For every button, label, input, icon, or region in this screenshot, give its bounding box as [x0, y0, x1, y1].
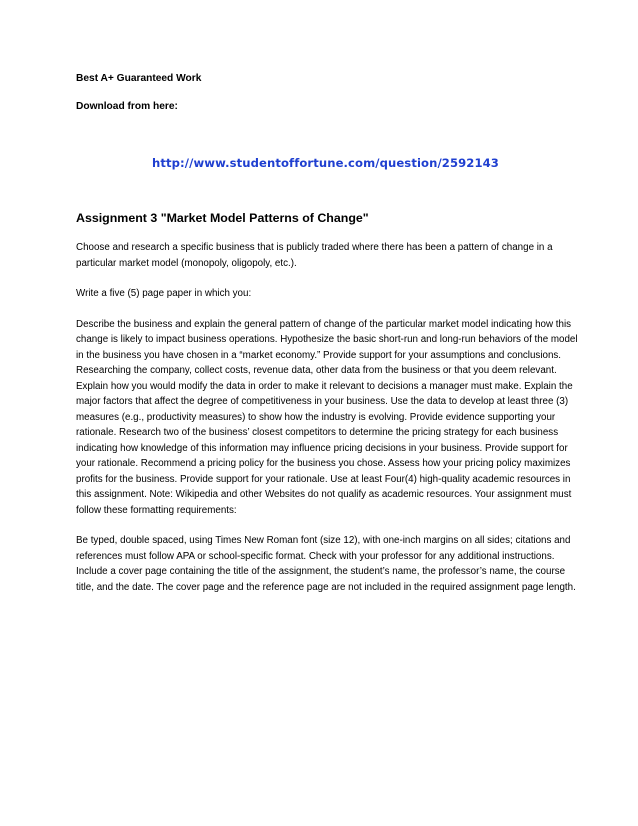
intro-paragraph: Choose and research a specific business that is publicly traded where there has been a pattern of change in a particular market model (monopoly, oligopoly, etc.). [76, 242, 553, 269]
link-container [76, 154, 584, 172]
instruction-paragraph: Write a five (5) page paper in which you: [76, 288, 252, 299]
download-label: Download from here: [76, 101, 178, 112]
download-link[interactable]: http://www.studentoffortune.com/question/2592143 [152, 156, 499, 170]
requirements-paragraph: Describe the business and explain the general pattern of change of the particular market model indicating how this change is likely to impact business operations. Hypothesize the basic short-run and long-run behaviors of the model in the business you have chosen in a “market economy.” Provide support for your assumptions and conclusions. Researching the company, collect costs, revenue data, other data from the business or that you deem relevant. Explain how you would modify the data in order to make it relevant to decisions a manager must make. Explain the major factors that affect the degree of competitiveness in your business. Use the data to develop at least three (3) measures (e.g., productivity measures) to show how the industry is evolving. Provide evidence supporting your rationale. Research two of the business’ closest competitors to determine the pricing strategy for each business indicating how knowledge of this information may influence pricing decisions in your business. Provide support for your rationale. Recommend a pricing policy for the business you chose. Assess how your pricing policy maximizes profits for the business. Provide support for your rationale. Use at least Four(4) high-quality academic resources in this assignment. Note: Wikipedia and other Websites do not qualify as academic resources. Your assignment must follow these formatting requirements: [76, 318, 578, 516]
assignment-title: Assignment 3 "Market Model Patterns of Change" [76, 211, 369, 225]
guarantee-line: Best A+ Guaranteed Work [76, 73, 202, 84]
formatting-paragraph: Be typed, double spaced, using Times New Roman font (size 12), with one-inch margins on all sides; citations and references must follow APA or school-specific format. Check with your professor for any additional instructions. Include a cover page containing the title of the assignment, the student’s name, the professor’s name, the course title, and the date. The cover page and the reference page are not included in the required assignment page length. [76, 535, 576, 593]
